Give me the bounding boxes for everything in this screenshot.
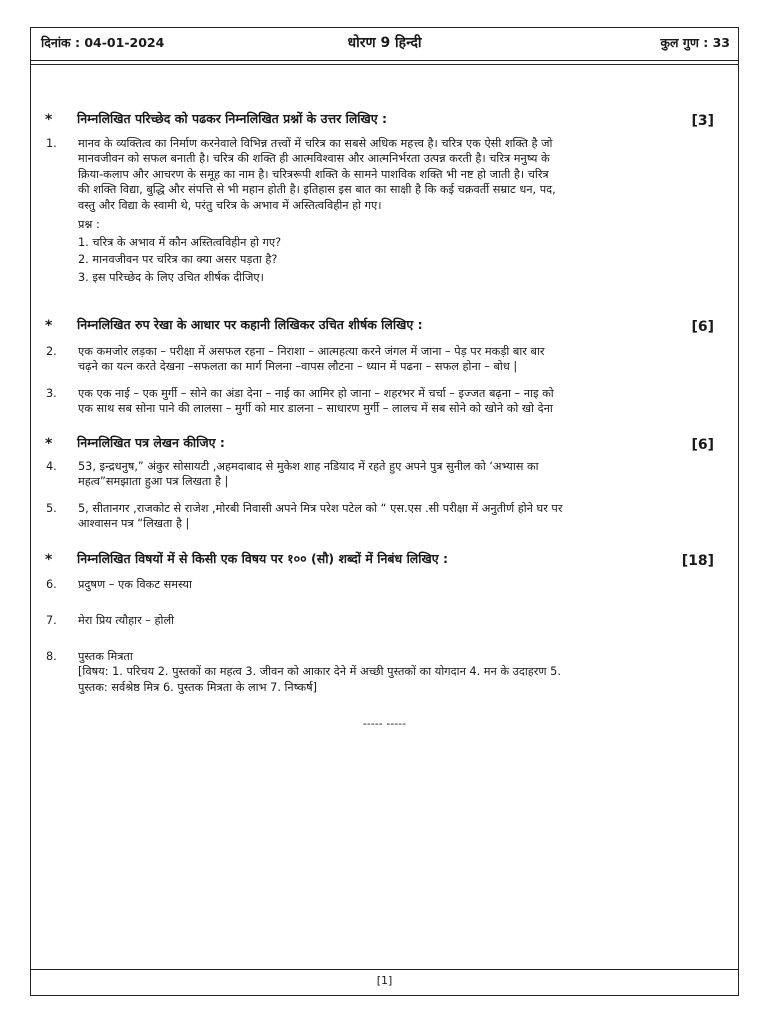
section-marks: [6]	[691, 437, 714, 453]
question-text	[78, 613, 710, 628]
passage-line: मानव के व्यक्तित्व का निर्माण करनेवाले विभिन्न तत्त्वों में चरित्र का सबसे अधिक महत्त्व है। चरित्र एक ऐसी शक्ति है जो	[78, 137, 553, 150]
question-line: 53, इन्द्रधनुष,” अंकुर सोसायटी ,अहमदाबाद से मुकेश शाह नडियाद में रहते हुए अपने पुत्र सुनील को ‘अभ्यास का	[78, 460, 539, 473]
sub-question: 2. मानवजीवन पर चरित्र का क्या असर पड़ता है?	[78, 253, 278, 267]
question-line: प्रदुषण – एक विकट समस्या	[78, 578, 192, 591]
question-line: चढ़ने का यत्न करते देखना –सफलता का मार्ग मिलना –वापस लौटना – ध्यान में पढना – सफल होना – बोध |	[78, 360, 518, 374]
question-number: 5.	[46, 502, 57, 515]
section-marks: [6]	[691, 319, 714, 335]
section-marks: [18]	[681, 553, 714, 569]
question-text	[78, 459, 710, 490]
question-line: एक कमजोर लड़का – परीक्षा में असफल रहना – निराशा – आत्महत्या करने जंगल में जाना – पेड़ पर मकड़ी बार बार	[78, 345, 545, 358]
section-marks: [3]	[691, 113, 714, 129]
sub-question: 3. इस परिच्छेद के लिए उचित शीर्षक दीजिए।	[78, 270, 264, 284]
question-line: आश्वासन पत्र “लिखता है |	[78, 517, 190, 531]
passage-line: मानवजीवन को सफल बनाती है। चरित्र की शक्ति ही आत्मविश्वास और आत्मनिर्भरता उत्पन्न करती है। चरित्र मनुष्य के	[78, 152, 550, 166]
exam-date: दिनांक : 04-01-2024	[41, 35, 165, 50]
question-text	[78, 577, 710, 592]
question-line: पुस्तक: सर्वश्रेष्ठ मित्र 6. पुस्तक मित्रता के लाभ 7. निष्कर्ष]	[78, 680, 318, 694]
question-number: 4.	[46, 460, 57, 473]
question-text	[78, 501, 710, 532]
section-title: निम्नलिखित विषयों में से किसी एक विषय पर १०० (सौ) शब्दों में निबंध लिखिए :	[77, 551, 449, 566]
question-text	[78, 136, 710, 286]
star-icon: *	[45, 436, 53, 452]
question-line: महत्व”समझाता हुआ पत्र लिखता है |	[78, 475, 229, 489]
question-text	[78, 344, 710, 375]
section-title: निम्नलिखित पत्र लेखन कीजिए :	[77, 435, 225, 450]
sub-question-label: प्रश्न :	[78, 218, 100, 232]
question-line: एक एक नाई – एक मुर्गी – सोने का अंडा देना – नाई का आमिर हो जाना – शहरभर में चर्चा – इज्जत बढ़ना – नाइ को	[78, 387, 554, 400]
passage-line: वस्तु और विद्या के स्वामी थे, परंतु चरित्र के अभाव में अस्तित्वविहीन हो गए।	[78, 198, 382, 212]
section-title: निम्नलिखित रुप रेखा के आधार पर कहानी लिखिकर उचित शीर्षक लिखिए :	[77, 317, 423, 332]
paper-frame	[30, 27, 739, 996]
header-divider	[31, 64, 738, 65]
question-number: 8.	[46, 650, 57, 663]
question-text	[78, 386, 710, 417]
star-icon: *	[45, 318, 53, 334]
question-line: [विषय: 1. परिचय 2. पुस्तकों का महत्व 3. जीवन को आकार देने में अच्छी पुस्तकों का योगदान 4. मन के उदाहरण 5.	[78, 665, 561, 679]
star-icon: *	[45, 112, 53, 128]
question-line: 5, सीतानगर ,राजकोट से राजेश ,मोरबी निवासी अपने मित्र परेश पटेल को “ एस.एस .सी परीक्षा में अनुतीर्ण होने घर पर	[78, 502, 563, 515]
question-number: 1.	[46, 137, 57, 150]
header-bar	[31, 28, 738, 61]
question-text	[78, 649, 710, 695]
question-line: पुस्तक मित्रता	[78, 650, 133, 663]
question-number: 6.	[46, 578, 57, 591]
question-number: 3.	[46, 387, 57, 400]
question-number: 2.	[46, 345, 57, 358]
section-title: निम्नलिखित परिच्छेद को पढकर निम्नलिखित प्रश्नों के उत्तर लिखिए :	[77, 111, 388, 126]
star-icon: *	[45, 552, 53, 568]
page-number: [1]	[376, 974, 393, 987]
sub-question: 1. चरित्र के अभाव में कौन अस्तित्वविहीन हो गए?	[78, 235, 282, 249]
sub-question-list	[78, 216, 710, 286]
total-marks: कुल गुण : 33	[660, 35, 730, 50]
passage-line: क्रिया-कलाप और आचरण के समूह का नाम है। चरित्ररूपी शक्ति के सामने पाशविक शक्ति भी नष्ट हो जाती है। चरित्र	[78, 167, 549, 181]
footer-bar	[31, 969, 738, 995]
question-line: एक साथ सब सोना पाने की लालसा – मुर्गी को मार डालना – साधारण मुर्गी – लालच में सब सोने को खोने को खो देना	[78, 402, 553, 416]
end-marker: ----- -----	[362, 717, 407, 730]
paper-title: धोरण 9 हिन्दी	[347, 35, 422, 51]
question-number: 7.	[46, 614, 57, 627]
passage-line: की शक्ति विद्या, बुद्धि और संपत्ति से भी महान होती है। इतिहास इस बात का साक्षी है कि कई चक्रवर्ती सम्राट धन, पद,	[78, 183, 556, 197]
question-line: मेरा प्रिय त्यौहार – होली	[78, 614, 175, 627]
